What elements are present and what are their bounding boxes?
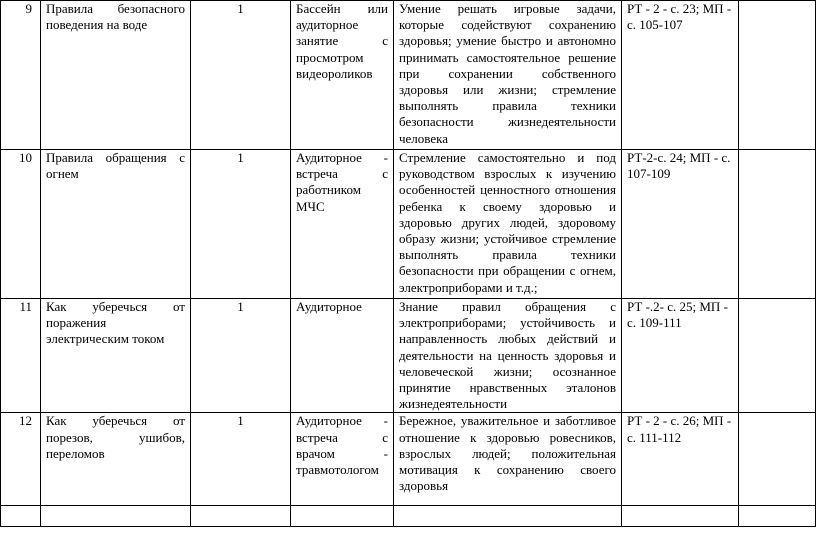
lesson-topic: Правила безопасного поведения на воде (41, 1, 191, 150)
empty-cell (41, 506, 191, 527)
empty-cell (191, 506, 291, 527)
lesson-hours: 1 (191, 1, 291, 150)
lesson-number: 9 (1, 1, 41, 150)
lesson-hours: 1 (191, 150, 291, 299)
lesson-result: Бережное, уважительное и заботливое отношение к здоровью ровесников, взрослых людей; положительная мотивация к сохранению своего здоровья (394, 413, 622, 506)
lesson-number: 12 (1, 413, 41, 506)
table-row (1, 413, 816, 506)
lesson-topic: Правила обращения с огнем (41, 150, 191, 299)
lesson-number: 11 (1, 299, 41, 413)
table-row-empty (1, 506, 816, 527)
empty-cell (739, 506, 816, 527)
lesson-topic: Как уберечься от порезов, ушибов, переломов (41, 413, 191, 506)
empty-cell (291, 506, 394, 527)
lesson-result: Стремление самостоятельно и под руководством взрослых к изучению особенностей ценностного отношения ребенка к своему здоровью и здоровью других людей, здоровому образу жизни; устойчивое стремление выполнять правила техники безопасности при обращении с огнем, электроприборами и т.д.; (394, 150, 622, 299)
empty-cell (1, 506, 41, 527)
lesson-form: Аудиторное (291, 299, 394, 413)
lesson-topic: Как уберечься от поражения электрическим током (41, 299, 191, 413)
lesson-form: Бассейн или аудиторное занятие с просмотром видеороликов (291, 1, 394, 150)
table-row (1, 150, 816, 299)
lesson-reference: РТ-2-с. 24; МП - с. 107-109 (622, 150, 739, 299)
lesson-form: Аудиторное - встреча с работником МЧС (291, 150, 394, 299)
lesson-result: Умение решать игровые задачи, которые содействуют сохранению здоровья; умение быстро и автономно принимать самостоятельное решение при сохранении собственного здоровья или жизни; стремление выполнять правила техники безопасности жизнедеятельности человека (394, 1, 622, 150)
lesson-reference: РТ -.2- с. 25; МП - с. 109-111 (622, 299, 739, 413)
lesson-extra (739, 150, 816, 299)
lesson-number: 10 (1, 150, 41, 299)
lesson-hours: 1 (191, 413, 291, 506)
lesson-hours: 1 (191, 299, 291, 413)
lesson-result: Знание правил обращения с электроприборами; устойчивость и направленность любых действий и деятельности на ценность здоровья и человеческой жизни; осознанное принятие нравственных эталонов жизнедеятельности (394, 299, 622, 413)
lesson-extra (739, 413, 816, 506)
lesson-extra (739, 299, 816, 413)
empty-cell (622, 506, 739, 527)
lesson-form: Аудиторное - встреча с врачом - травмотологом (291, 413, 394, 506)
lesson-reference: РТ - 2 - с. 26; МП - с. 111-112 (622, 413, 739, 506)
lesson-extra (739, 1, 816, 150)
lesson-reference: РТ - 2 - с. 23; МП - с. 105-107 (622, 1, 739, 150)
table-row (1, 1, 816, 150)
table-row (1, 299, 816, 413)
empty-cell (394, 506, 622, 527)
